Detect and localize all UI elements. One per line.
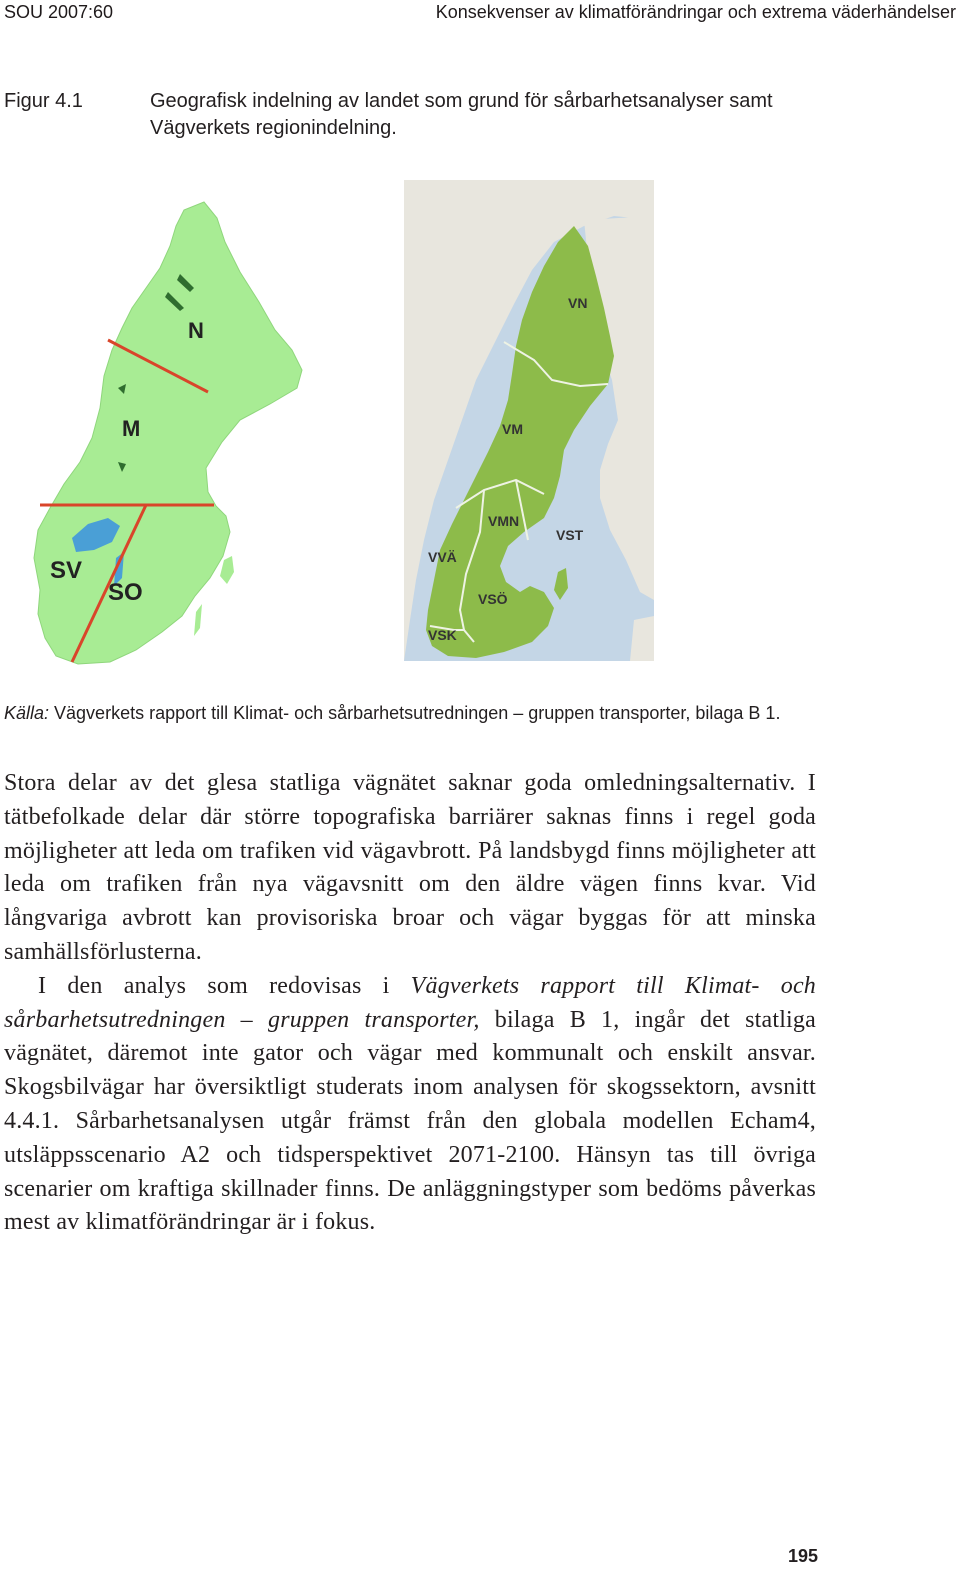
region-label-vst: VST [556,527,584,543]
region-label-vva: VVÄ [428,549,457,565]
report-title-italic: Vägverkets rapport till Klimat- och sårbarhetsutredningen – gruppen transporter, [4,972,816,1033]
page-number: 195 [787,1546,818,1566]
oland-island [194,604,202,636]
source-label: Källa: [4,703,50,723]
region-label-vm: VM [502,421,523,437]
running-header-left: SOU 2007:60 [4,2,114,22]
region-label-sv: SV [50,557,83,584]
region-label-vsk: VSK [428,627,457,643]
paragraph-2-start: I den analys som redovisas i [38,972,411,999]
source-text: Vägverkets rapport till Klimat- och sårbarhetsutredningen – gruppen transporter, bilaga B 1. [49,703,781,723]
running-header-right: Konsekvenser av klimatförändringar och extrema väderhändelser [435,2,956,22]
figure-source [4,700,924,726]
body-text [4,767,816,1240]
region-label-so: SO [108,579,143,606]
region-label-vmn: VMN [488,513,520,529]
figure-label: Figur 4.1 [4,90,83,112]
gotland-island [220,556,234,584]
sweden-land-shape [34,202,302,664]
region-label-m: M [122,416,141,441]
region-label-vn: VN [568,295,588,311]
vagverket-regions-map [404,180,654,661]
paragraph-2-end: bilaga B 1, ingår det statliga vägnätet, däremot inte gator och vägar med kommunalt och enskilt ansvar. Skogsbilvägar har översiktligt studerats inom analysen för skogssektorn, avsnitt 4.4.1. Sårbarhetsanalysen utgår främst från den globala modellen Echam4, utsläppsscenario A2 och tidsperspektivet 2071-2100. Hänsyn tas till övriga scenarier om kraftiga skillnader finns. De anläggningstyper som bedöms påverkas mest av klimatförändringar är i fokus. [4,1006,816,1236]
region-label-n: N [188,318,204,343]
region-label-vso: VSÖ [478,591,508,607]
figure-title: Geografisk indelning av landet som grund för sårbarhetsanalyser samt Vägverkets regionindelning. [150,90,773,139]
sweden-analysis-regions-map [12,180,312,666]
paragraph-1: Stora delar av det glesa statliga vägnätet saknar goda omledningsalternativ. I tätbefolkade delar där större topografiska barriärer saknas finns i regel goda möjligheter att leda om trafiken vid vägavbrott. På landsbygd finns möjligheter att leda om trafiken från nya vägavsnitt om den äldre vägen finns kvar. Vid långvariga avbrott kan provisoriska broar och vägar byggas för att minska samhällsförlusterna. [4,770,816,965]
paragraph-2 [4,970,816,1240]
